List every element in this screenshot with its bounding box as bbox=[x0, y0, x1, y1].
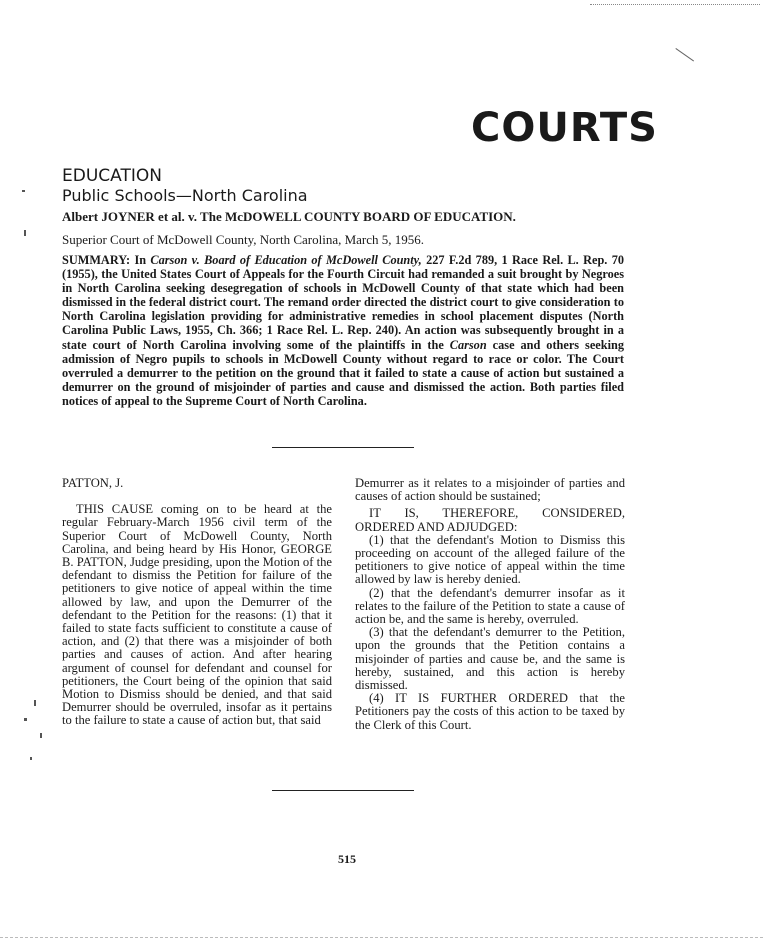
case-title: Albert JOYNER et al. v. The McDOWELL COUNTY BOARD OF EDUCATION. bbox=[62, 209, 516, 224]
section-heading: EDUCATION bbox=[62, 166, 162, 186]
order-item-3: (3) that the defendant's demurrer to the Petition, upon the grounds that the Petition contains a misjoinder of parties and cause be, and the same is hereby, sustained, and this action is hereby dismissed. bbox=[355, 625, 625, 693]
page-number: 515 bbox=[338, 852, 356, 866]
divider-rule bbox=[272, 447, 414, 448]
page-title: COURTS bbox=[471, 105, 658, 151]
summary-label: SUMMARY: bbox=[62, 253, 131, 267]
scan-speck bbox=[22, 190, 25, 192]
opinion-left-column bbox=[62, 477, 332, 728]
judge-name: PATTON, J. bbox=[62, 476, 124, 490]
divider-rule bbox=[272, 790, 414, 791]
scan-artifact-bottom-edge bbox=[0, 937, 763, 938]
scan-artifact-dashes bbox=[590, 4, 760, 5]
ordered-heading: IT IS, THEREFORE, CONSIDERED, ORDERED AND ADJUDGED: bbox=[355, 506, 625, 534]
summary-case-name: Carson v. Board of Education of McDowell County, bbox=[150, 253, 422, 267]
scan-speck bbox=[24, 230, 26, 236]
case-summary bbox=[62, 253, 624, 408]
order-item-4: (4) IT IS FURTHER ORDERED that the Petitioners pay the costs of this action to be taxed by the Clerk of this Court. bbox=[355, 691, 625, 732]
summary-text: 227 F.2d 789, 1 Race Rel. L. Rep. 70 (1955), the United States Court of Appeals for the Fourth Circuit had remanded a suit brought by Negroes in North Carolina seeking desegregation of schools in McDowell County of that state which had been dismissed in the federal district court. The remand order directed the district court to give consideration to North Carolina legislation providing for administrative remedies in school placement disputes (North Carolina Public Laws, 1955, Ch. 366; 1 Race Rel. L. Rep. 240). An action was subsequently brought in a state court of North Carolina involving some of the plaintiffs in the bbox=[62, 253, 624, 352]
opinion-right-column bbox=[355, 477, 625, 732]
summary-text: In bbox=[134, 253, 147, 267]
opinion-paragraph: THIS CAUSE coming on to be heard at the regular February-March 1956 civil term of the Superior Court of McDowell County, North Carolina, and being heard by His Honor, GEORGE B. PATTON, Judge presiding, upon the Motion of the defendant to dismiss the Petition for failure of the petitioners to give notice of appeal within the time allowed by law, and upon the Demurrer of the defendant to the Petition for the reasons: (1) that it failed to state facts sufficient to constitute a cause of action, and (2) that there was a misjoinder of both parties and causes of action. And after hearing argument of counsel for defendant and counsel for petitioners, the Court being of the opinion that said Motion to Dismiss should be denied, and that said Demurrer should be overruled, insofar as it pertains to the failure to state a cause of action but, that said bbox=[62, 502, 332, 728]
scan-artifact-mark bbox=[675, 48, 694, 61]
court-and-date: Superior Court of McDowell County, North Carolina, March 5, 1956. bbox=[62, 232, 425, 247]
opinion-paragraph: Demurrer as it relates to a misjoinder of parties and causes of action should be sustained; bbox=[355, 476, 625, 504]
subsection-heading: Public Schools—North Carolina bbox=[62, 186, 308, 205]
order-item-2: (2) that the defendant's demurrer insofar as it relates to the failure of the Petition to state a cause of action be, and the same is hereby, overruled. bbox=[355, 585, 625, 627]
order-item-1: (1) that the defendant's Motion to Dismiss this proceeding on account of the alleged failure of the petitioners to give notice of appeal within the time allowed by law is hereby denied. bbox=[355, 532, 625, 587]
summary-text: case and others seeking admission of Negro pupils to schools in McDowell County without regard to race or color. The Court overruled a demurrer to the petition on the ground that it failed to state a cause of action but sustained a demurrer on the ground of misjoinder of parties and cause and dismissed the action. Both parties filed notices of appeal to the Supreme Court of North Carolina. bbox=[62, 337, 624, 408]
scan-speck bbox=[40, 733, 42, 738]
scan-speck bbox=[30, 757, 32, 760]
summary-case-name: Carson bbox=[449, 337, 487, 352]
scan-speck bbox=[24, 718, 27, 721]
scan-speck bbox=[34, 700, 36, 706]
